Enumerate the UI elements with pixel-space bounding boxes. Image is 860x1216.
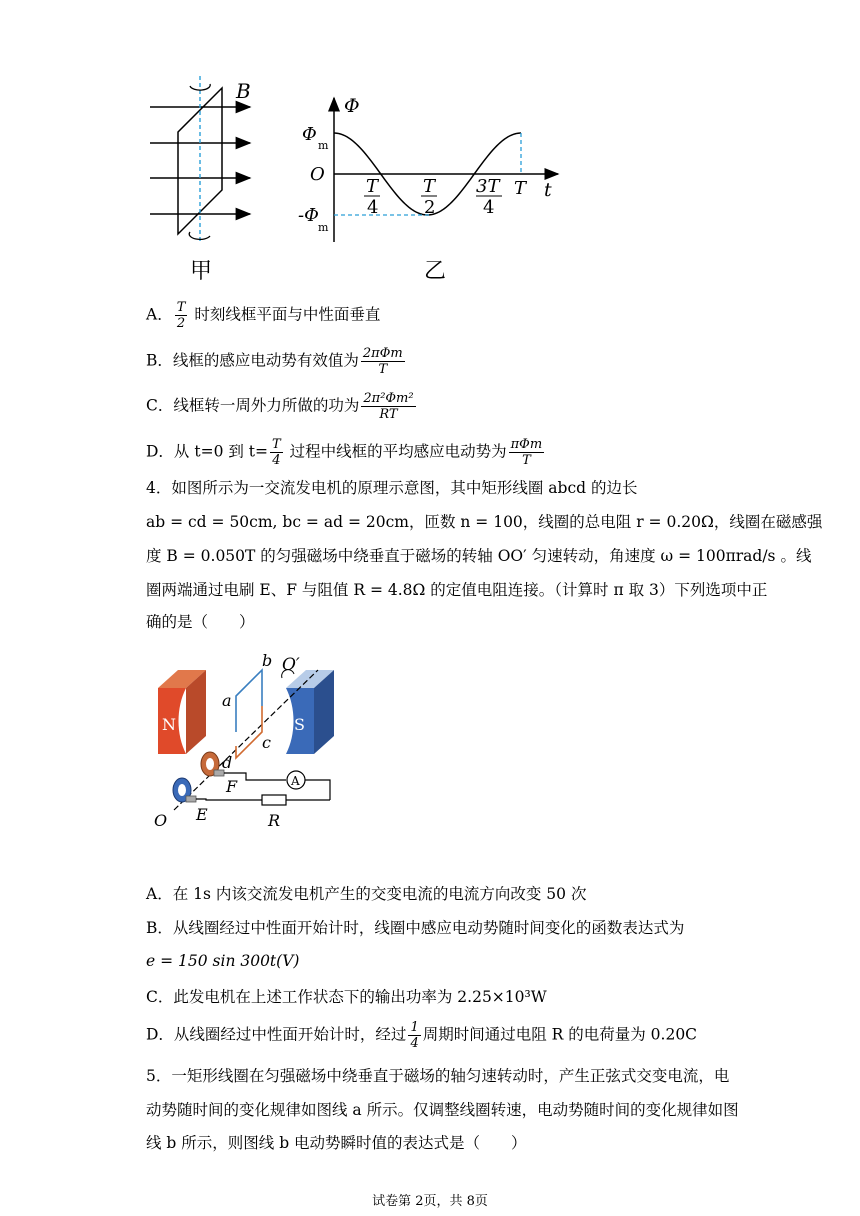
svg-text:T: T xyxy=(423,176,436,197)
q5-stem-line3: 线 b 所示，则图线 b 电动势瞬时值的表达式是（ ） xyxy=(146,1134,527,1152)
q4-stem-line2: ab = cd = 50cm, bc = ad = 20cm，匝数 n = 100，线圈的总电阻 r = 0.20Ω，线圈在磁感强 xyxy=(146,513,823,531)
svg-text:b: b xyxy=(262,651,273,670)
ammeter-label: A xyxy=(291,774,300,788)
q4-stem-line1: 4．如图所示为一交流发电机的原理示意图，其中矩形线圈 abcd 的边长 xyxy=(146,479,638,497)
svg-text:a: a xyxy=(222,691,232,710)
svg-text:2: 2 xyxy=(424,197,436,218)
q3-option-c: C．线框转一周外力所做的功为 $\frac{\text{2π²Φm²}}{RT}$ xyxy=(146,391,414,422)
neg-phim-label: -Φ xyxy=(298,205,319,226)
figure-yi-flux-graph xyxy=(296,90,566,284)
q5-stem-line2: 动势随时间的变化规律如图线 a 所示。仅调整线圈转速，电动势随时间的变化规律如图 xyxy=(146,1101,739,1119)
q3-option-b: B．线框的感应电动势有效值为 $\frac{\text{2πΦm}}{T}$ xyxy=(146,346,403,377)
page-footer: 试卷第 2页，共 8页 xyxy=(372,1194,488,1209)
q4-option-b-line1: B．从线圈经过中性面开始计时，线圈中感应电动势随时间变化的函数表达式为 xyxy=(146,919,685,937)
q4-option-d: D．从线圈经过中性面开始计时，经过 $\frac{1}{4}$ 周期时间通过电阻 R 的电荷量为 0.20C xyxy=(146,1020,698,1051)
svg-text:4: 4 xyxy=(483,197,495,218)
q4-option-a: A．在 1s 内该交流发电机产生的交变电流的电流方向改变 50 次 xyxy=(146,885,587,903)
q4-option-c: C．此发电机在上述工作状态下的输出功率为 2.25×10³W xyxy=(146,988,547,1006)
phi-axis-label: Φ xyxy=(344,95,360,117)
svg-text:O′: O′ xyxy=(282,655,300,675)
q4-stem-line3: 度 B = 0.050T 的匀强磁场中绕垂直于磁场的转轴 OO′ 匀速转动，角速度 ω = 100πrad/s 。线 xyxy=(146,547,812,565)
figure-jia xyxy=(140,72,280,284)
b-field-label: B xyxy=(236,79,251,103)
svg-text:c: c xyxy=(262,733,271,752)
svg-text:3T: 3T xyxy=(476,176,500,197)
q3-option-a: A． $\frac{T}{2}$ 时刻线框平面与中性面垂直 xyxy=(146,300,381,331)
period-label: T xyxy=(514,178,527,199)
q4-stem-line4: 圈两端通过电刷 E、F 与阻值 R = 4.8Ω 的定值电阻连接。（计算时 π 取 3）下列选项中正 xyxy=(146,581,768,599)
svg-text:4: 4 xyxy=(367,197,379,218)
jia-label: 甲 xyxy=(190,259,213,284)
q3-option-d: D．从 t=0 到 t= $\frac{T}{4}$ 过程中线框的平均感应电动势为 $\frac{\text{πΦm}}{T}$ xyxy=(146,437,543,468)
q4-stem-line5: 确的是（ ） xyxy=(146,613,255,631)
svg-text:O: O xyxy=(154,811,168,830)
svg-text:T: T xyxy=(366,176,379,197)
phim-label: Φ xyxy=(302,124,317,145)
phim-sub: m xyxy=(318,139,329,152)
yi-label: 乙 xyxy=(424,259,447,284)
generator-diagram xyxy=(146,648,346,834)
neg-phim-sub: m xyxy=(318,221,329,234)
svg-text:R: R xyxy=(268,811,281,830)
origin-label: O xyxy=(310,164,325,185)
t-axis-label: t xyxy=(544,179,552,201)
magnet-s-label: S xyxy=(294,715,305,734)
q4-option-b-line2: e = 150 sin 300t(V) xyxy=(146,952,300,970)
q5-stem-line1: 5．一矩形线圈在匀强磁场中绕垂直于磁场的轴匀速转动时，产生正弦式交变电流，电 xyxy=(146,1067,730,1085)
svg-text:E: E xyxy=(196,805,208,824)
svg-text:d: d xyxy=(222,753,233,772)
svg-text:F: F xyxy=(226,777,238,796)
magnet-n-label: N xyxy=(162,715,176,734)
